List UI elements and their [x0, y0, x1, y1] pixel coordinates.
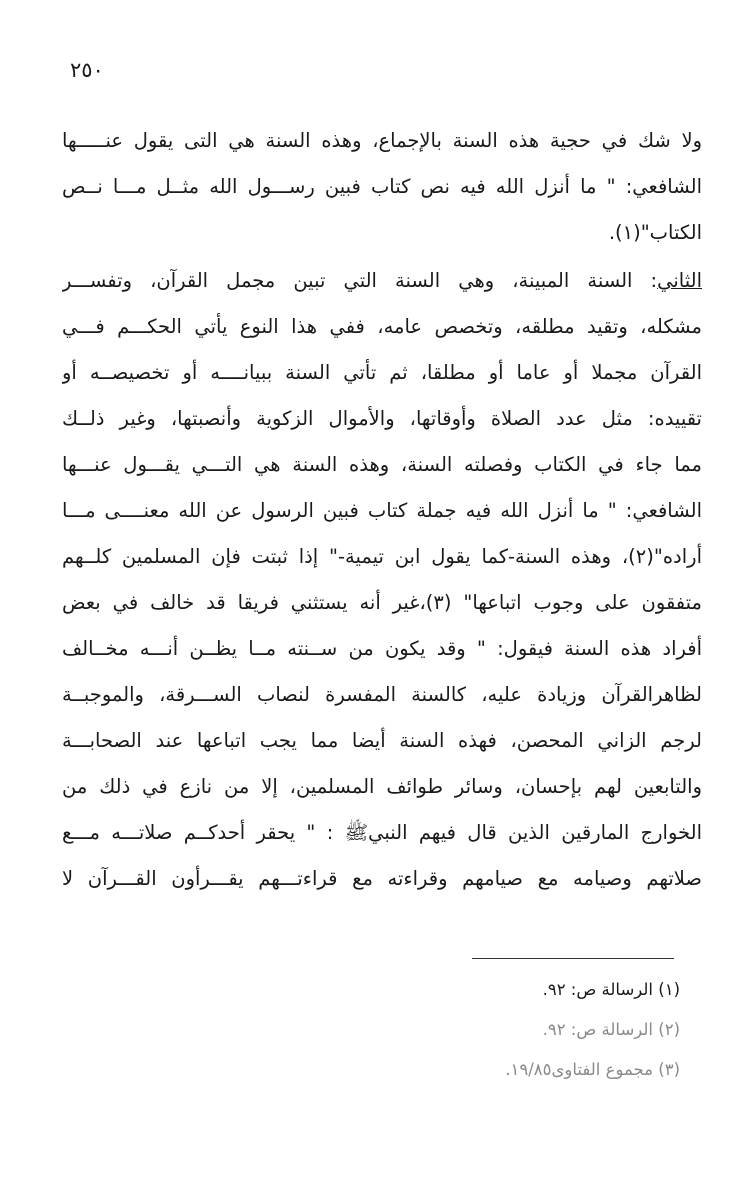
- page-number: ٢٥٠: [70, 58, 104, 82]
- main-text: [62, 118, 702, 902]
- text-line: لرجم الزاني المحصن، فهذه السنة أيضا مما يجب اتباعها عند الصحابـــة: [62, 729, 702, 752]
- text-line: الكتاب"(١).: [608, 221, 702, 244]
- footnote: (٢) الرسالة ص: ٩٢.: [542, 1020, 680, 1039]
- text-line: أفراد هذه السنة فيقول: " وقد يكون من ســنته مــا يظــن أنـــه مخــالف: [62, 637, 702, 660]
- text-line-paragraph-start: [62, 258, 702, 304]
- text-line: أراده"(٢)، وهذه السنة-كما يقول ابن تيمية-" إذا ثبتت فإن المسلمين كلــهم: [62, 545, 702, 568]
- section-heading-word: الثاني: [657, 269, 702, 292]
- text-line: ولا شك في حجية هذه السنة بالإجماع، وهذه السنة هي التى يقول عنـــــها: [62, 129, 702, 152]
- text-line: الشافعي: " ما أنزل الله فيه نص كتاب فبين رســـول الله مثــل مـــا نــص: [62, 175, 702, 198]
- text-line: تقييده: مثل عدد الصلاة وأوقاتها، والأموال الزكوية وأنصبتها، وغير ذلــك: [62, 407, 702, 430]
- text-line: متفقون على وجوب اتباعها" (٣)،غير أنه يستثني فريقا قد خالف في بعض: [62, 591, 702, 614]
- text-line: صلاتهم وصيامه مع صيامهم وقراءته مع قراءتـــهم يقـــرأون القـــرآن لا: [62, 867, 702, 890]
- footnote: (١) الرسالة ص: ٩٢.: [542, 980, 680, 999]
- text-line: الشافعي: " ما أنزل الله فيه جملة كتاب فبين الرسول عن الله معنــــى مـــا: [62, 499, 702, 522]
- text-line-rest: : السنة المبينة، وهي السنة التي تبين مجمل القرآن، وتفســـر: [62, 269, 658, 292]
- text-line: القرآن مجملا أو عاما أو مطلقا، ثم تأتي السنة ببيانــــه أو تخصيصــه أو: [62, 361, 702, 384]
- text-line: لظاهرالقرآن وزيادة عليه، كالسنة المفسرة لنصاب الســـرقة، والموجبــة: [62, 683, 702, 706]
- text-line: مما جاء في الكتاب وفصلته السنة، وهذه السنة هي التـــي يقـــول عنـــها: [62, 453, 702, 476]
- footnote: (٣) مجموع الفتاوى١٩/٨٥.: [505, 1060, 680, 1079]
- text-line: الخوارج المارقين الذين قال فيهم النبيﷺ : " يحقر أحدكــم صلاتـــه مـــع: [62, 821, 702, 844]
- text-line: مشكله، وتقيد مطلقه، وتخصص عامه، ففي هذا النوع يأتي الحكـــم فـــي: [62, 315, 702, 338]
- text-line: والتابعين لهم بإحسان، وسائر طوائف المسلمين، إلا من نازع في ذلك من: [62, 775, 702, 798]
- footnotes: [300, 958, 680, 1090]
